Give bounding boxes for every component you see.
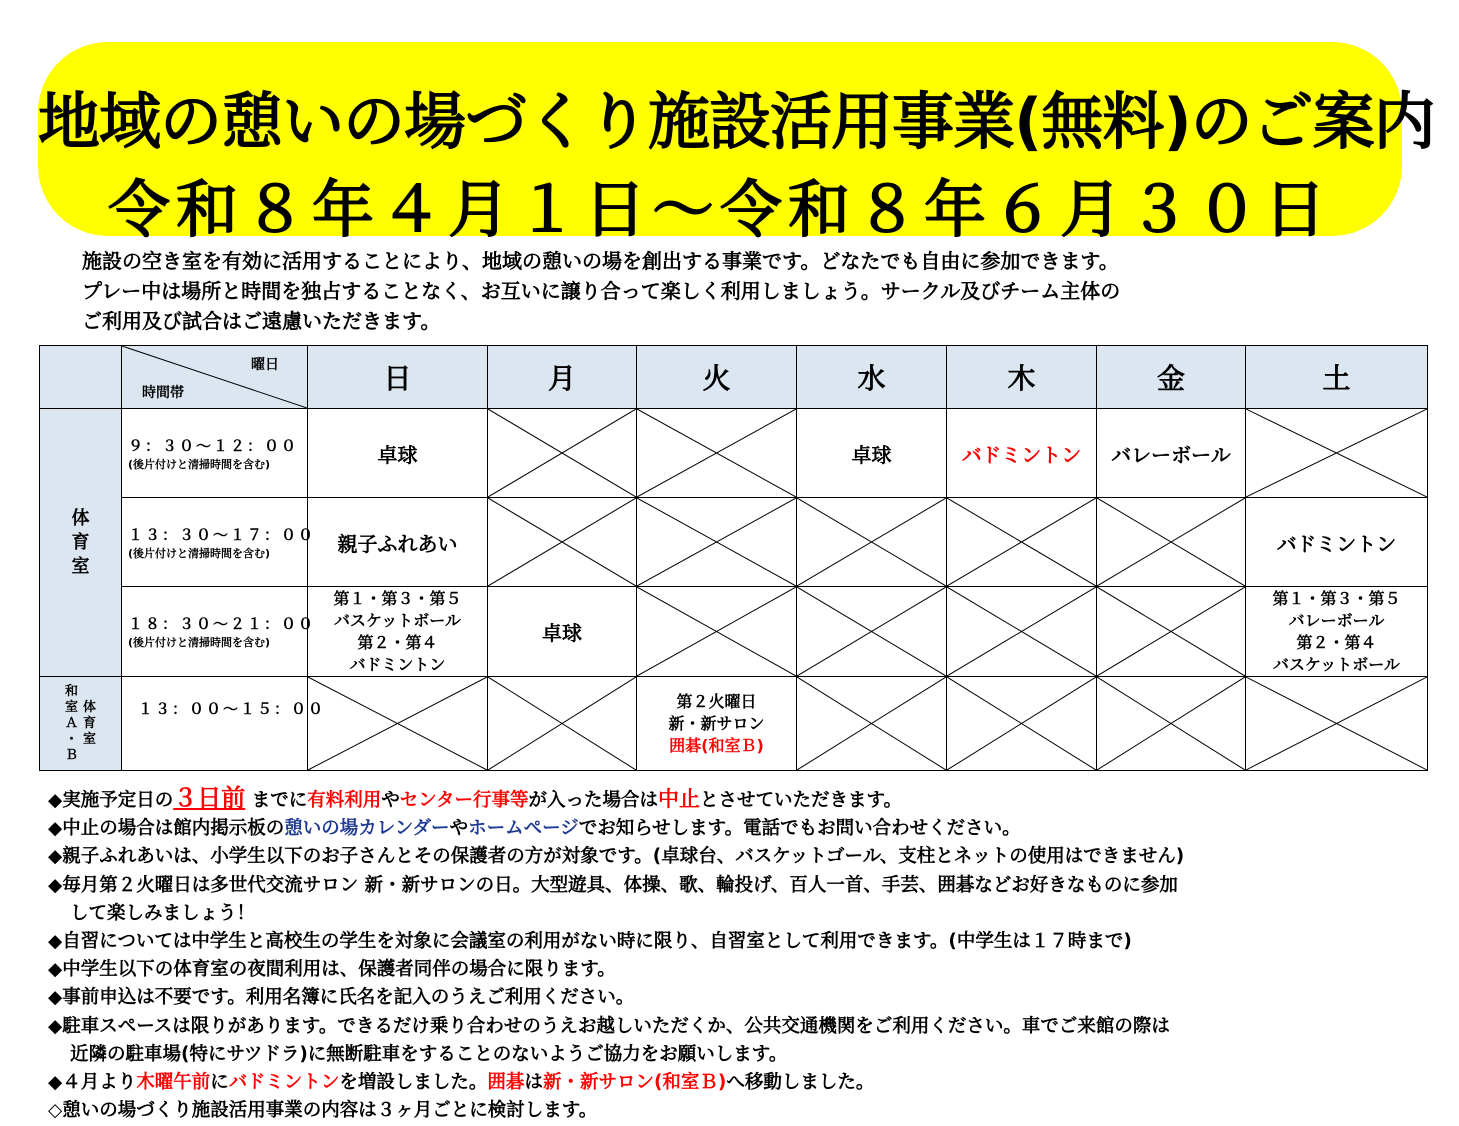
cross-mark-icon [1246, 677, 1427, 770]
note-highlight: 有料利用 [307, 790, 382, 811]
day-mon: 月 [488, 346, 637, 409]
cell-sun-2: 親子ふれあい [308, 498, 488, 587]
cell-line: 第１・第３・第５ [1272, 588, 1401, 608]
cell-mon-4 [488, 677, 637, 771]
note-highlight: 新・新サロン(和室Ｂ) [542, 1072, 727, 1094]
cell-wed-1: 卓球 [797, 409, 947, 498]
cross-mark-icon [947, 498, 1096, 586]
note-item: ◆事前申込は不要です。利用名簿に氏名を記入のうえご利用ください。 [48, 987, 635, 1009]
cell-line: バレーボール [1288, 610, 1385, 630]
note-item: ◆毎月第２火曜日は多世代交流サロン 新・新サロンの日。大型遊具、体操、歌、輪投げ、百人一首、手芸、囲碁などお好きなものに参加 [48, 874, 1178, 896]
note-text: とさせていただきます。 [700, 790, 903, 811]
table-row [40, 587, 1428, 677]
cell-line: 第２・第４ [357, 632, 438, 652]
cell-sun-4 [308, 677, 488, 771]
note-item [48, 784, 1438, 815]
cell-wed-4 [797, 677, 947, 771]
cross-mark-icon [637, 498, 796, 586]
note-item: して楽しみましょう！ [70, 902, 256, 924]
cross-mark-icon [1097, 587, 1245, 676]
note-text: ◆中止の場合は館内掲示板の [48, 818, 285, 840]
cell-fri-1: バレーボール [1097, 409, 1246, 498]
note-highlight: バドミントン [228, 1072, 340, 1094]
cell-line: 第２・第４ [1296, 632, 1377, 652]
cell-mon-2 [488, 498, 637, 587]
note-item: ◇憩いの場づくり施設活用事業の内容は３ヶ月ごとに検討します。 [48, 1100, 598, 1122]
time-text: １３：００～１５：００ [138, 700, 326, 718]
note-item: 近隣の駐車場(特にサツドラ)に無断駐車をすることのないようご協力をお願いします。 [70, 1043, 788, 1065]
day-sun: 日 [308, 346, 488, 409]
corner-day-label: 曜日 [251, 357, 279, 373]
note-item: ◆中学生以下の体育室の夜間利用は、保護者同伴の場合に限ります。 [48, 959, 616, 981]
intro-text [82, 246, 1412, 336]
note-text: ◆実施予定日の [48, 790, 174, 811]
time-slot-2 [122, 498, 316, 587]
time-slot-3 [122, 587, 316, 677]
page-title: 地域の憩いの場づくり施設活用事業(無料)のご案内 [38, 85, 1435, 158]
note-text: でお知らせします。電話でもお問い合わせください。 [578, 818, 1021, 840]
cell-line: 囲碁(和室Ｂ) [669, 735, 764, 755]
cell-wed-2 [797, 498, 947, 587]
note-highlight: センター行事等 [399, 790, 529, 811]
cell-fri-4 [1097, 677, 1246, 771]
time-text: １３：３０～１７：００ [128, 525, 316, 544]
cross-mark-icon [488, 498, 636, 586]
corner-time-label: 時間帯 [142, 385, 184, 401]
cross-mark-icon [1246, 409, 1427, 497]
cross-mark-icon [308, 677, 487, 770]
note-text: へ移動しました。 [726, 1072, 875, 1094]
note-text: までに [251, 790, 308, 811]
note-text: が入った場合は [528, 790, 659, 811]
period-text: 令和８年４月１日～令和８年６月３０日 [107, 173, 1332, 246]
note-text: や [449, 818, 469, 840]
cross-mark-icon [637, 409, 796, 497]
washitsu-label: 和 室 Ａ ・ Ｂ 体 育 室 [40, 677, 122, 771]
day-sat: 土 [1246, 346, 1428, 409]
intro-line: ご利用及び試合はご遠慮いただきます。 [82, 309, 441, 333]
day-fri: 金 [1097, 346, 1246, 409]
header-corner [122, 346, 308, 409]
cell-thu-2 [947, 498, 1097, 587]
gym-label: 体 育 室 [40, 409, 122, 677]
title-banner [38, 42, 1435, 246]
note-text: に [210, 1072, 229, 1094]
cell-mon-1 [488, 409, 637, 498]
note-highlight: 木曜午前 [136, 1072, 211, 1094]
cross-mark-icon [1097, 498, 1245, 586]
note-item [48, 815, 1438, 843]
time-note: (後片付けと清掃時間を含む) [128, 546, 271, 560]
cell-fri-2 [1097, 498, 1246, 587]
schedule-table [39, 345, 1428, 771]
cross-mark-icon [797, 498, 946, 586]
cell-sat-3 [1246, 587, 1428, 677]
cross-mark-icon [797, 587, 946, 676]
cross-mark-icon [947, 587, 1096, 676]
cell-sun-1: 卓球 [308, 409, 488, 498]
note-text: は [524, 1072, 543, 1094]
note-highlight: ３日前 [173, 784, 246, 812]
time-text: ９：３０～１２：００ [128, 436, 299, 455]
note-highlight: ホームページ [468, 818, 579, 840]
note-highlight: 囲碁 [487, 1072, 525, 1094]
time-note: (後片付けと清掃時間を含む) [128, 457, 271, 471]
cell-tue-2 [637, 498, 797, 587]
cell-line: バスケットボール [334, 610, 461, 630]
cell-line: 第２火曜日 [676, 691, 757, 711]
cell-thu-4 [947, 677, 1097, 771]
cell-wed-3 [797, 587, 947, 677]
cross-mark-icon [797, 677, 946, 770]
cell-sat-1 [1246, 409, 1428, 498]
table-row [40, 677, 1428, 771]
note-text: ◆４月より [48, 1072, 137, 1094]
cell-tue-4 [637, 677, 797, 771]
cell-line: 新・新サロン [668, 713, 765, 733]
cell-mon-3: 卓球 [488, 587, 637, 677]
cell-line: 第１・第３・第５ [333, 588, 462, 608]
cross-mark-icon [488, 409, 636, 497]
time-slot-4 [122, 677, 326, 771]
note-highlight: 中止 [658, 787, 701, 811]
day-tue: 火 [637, 346, 797, 409]
cell-tue-3 [637, 587, 797, 677]
time-text: １８：３０～２１：００ [128, 615, 316, 633]
day-thu: 木 [947, 346, 1097, 409]
note-item: ◆駐車スペースは限りがあります。できるだけ乗り合わせのうえお越しいただくか、公共交通機関をご利用ください。車でご来館の際は [48, 1015, 1170, 1037]
intro-line: プレー中は場所と時間を独占することなく、お互いに譲り合って楽しく利用しましょう。サークル及びチーム主体の [82, 279, 1121, 303]
table-row [40, 409, 1428, 498]
time-slot-1 [122, 409, 308, 498]
note-item [48, 1069, 1438, 1097]
note-text: を増設しました。 [339, 1072, 488, 1094]
cell-line: バドミントン [349, 654, 446, 674]
table-row [40, 498, 1428, 587]
header-blank [40, 346, 122, 409]
time-note: (後片付けと清掃時間を含む) [128, 636, 271, 649]
intro-line: 施設の空き室を有効に活用することにより、地域の憩いの場を創出する事業です。どなたでも自由に参加できます。 [82, 249, 1119, 273]
cell-thu-3 [947, 587, 1097, 677]
cell-sat-4 [1246, 677, 1428, 771]
cross-mark-icon [488, 677, 636, 770]
cross-mark-icon [1097, 677, 1245, 770]
day-wed: 水 [797, 346, 947, 409]
cross-mark-icon [947, 677, 1096, 770]
cell-fri-3 [1097, 587, 1246, 677]
header-row [40, 346, 1428, 409]
notes [48, 784, 1438, 1125]
note-item: ◆親子ふれあいは、小学生以下のお子さんとその保護者の方が対象です。(卓球台、バスケットゴール、支柱とネットの使用はできません) [48, 846, 1185, 868]
cell-line: バスケットボール [1273, 654, 1400, 674]
cross-mark-icon [637, 587, 796, 676]
cell-sun-3 [308, 587, 488, 677]
cell-thu-1: バドミントン [947, 409, 1097, 498]
note-highlight: 憩いの場カレンダー [284, 818, 450, 840]
note-item: ◆自習については中学生と高校生の学生を対象に会議室の利用がない時に限り、自習室として利用できます。(中学生は１７時まで) [48, 931, 1132, 953]
note-text: や [381, 790, 400, 811]
cell-tue-1 [637, 409, 797, 498]
cell-sat-2: バドミントン [1246, 498, 1428, 587]
